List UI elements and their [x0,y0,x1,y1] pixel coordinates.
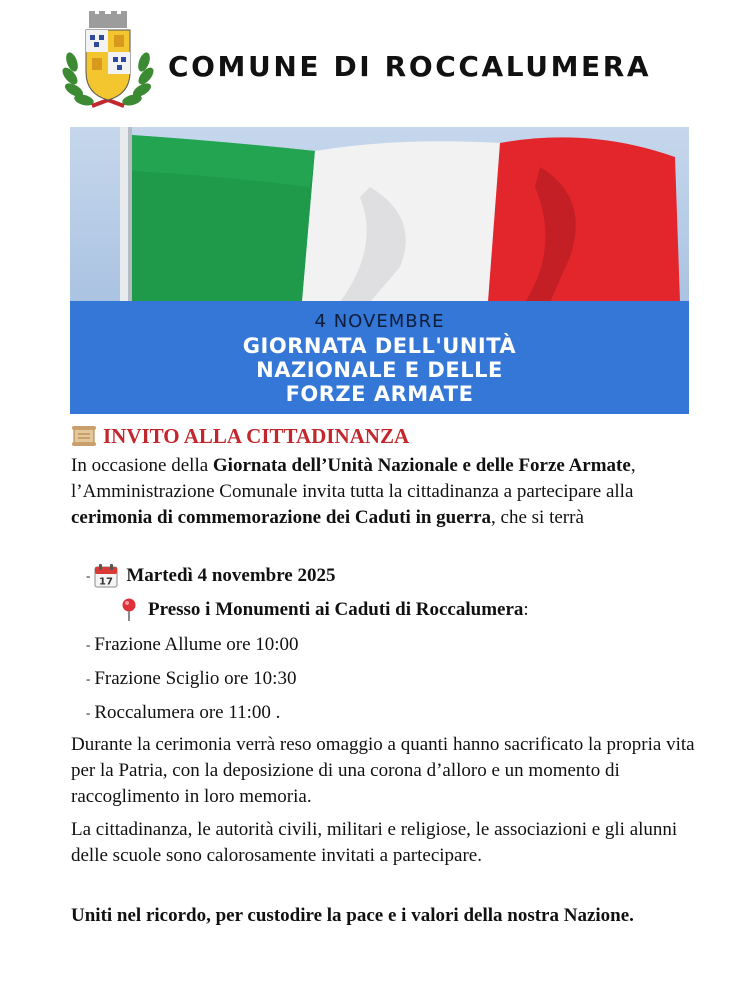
event-place-text: Presso i Monumenti ai Caduti di Roccalumera [148,599,524,620]
schedule-text: Frazione Allume ore 10:00 [94,634,299,655]
intro-paragraph [71,453,696,531]
calendar-icon [94,564,118,588]
schedule-item [86,668,296,690]
schedule-text: Frazione Sciglio ore 10:30 [94,668,297,689]
list-dash: - [86,637,91,652]
event-place [120,598,529,622]
closing-statement: Uniti nel ricordo, per custodire la pace e i valori della nostra Nazione. [71,905,634,926]
map-pin-icon [120,598,138,622]
section-heading-text: INVITO ALLA CITTADINANZA [103,423,410,448]
banner-caption [70,301,689,414]
event-date [86,564,335,588]
intro-text-1: In occasione della [71,455,213,476]
ceremony-paragraph: Durante la cerimonia verrà reso omaggio a quanti hanno sacrificato la propria vita per la Patria, con la deposizione di una corona d’alloro e un momento di raccoglimento in loro memoria. [71,734,695,807]
schedule-text: Roccalumera ore 11:00 . [94,702,281,723]
italian-flag-icon [70,127,689,302]
banner-line-1: GIORNATA DELL'UNITÀ [242,334,517,358]
banner-line-3: FORZE ARMATE [285,382,474,406]
banner-line-2: NAZIONALE E DELLE [256,358,503,382]
banner-image [70,127,689,414]
intro-bold-2: cerimonia di commemorazione dei Caduti in guerra [71,507,492,528]
scroll-icon [71,425,97,447]
event-date-text: Martedì 4 novembre 2025 [126,565,336,586]
section-heading [71,423,409,449]
svg-text:17: 17 [99,576,114,588]
intro-bold-1: Giornata dell’Unità Nazionale e delle Forze Armate [212,455,631,476]
schedule-item [86,634,299,656]
municipal-crest-icon [62,10,154,114]
banner-date: 4 NOVEMBRE [314,311,445,332]
list-dash: - [86,705,91,720]
intro-text-3: , che si terrà [491,507,584,528]
page-title: COMUNE DI ROCCALUMERA [168,50,652,83]
intro-text-2: , l’Amministrazione Comunale invita tutta la cittadinanza a partecipare alla [71,455,636,502]
schedule-item [86,702,280,724]
invitation-paragraph: La cittadinanza, le autorità civili, militari e religiose, le associazioni e gli alunni delle scuole sono calorosamente invitati a partecipare. [71,819,678,866]
list-dash: - [86,568,91,583]
banner-heading [70,334,689,406]
event-place-suffix: : [523,599,529,620]
list-dash: - [86,671,91,686]
